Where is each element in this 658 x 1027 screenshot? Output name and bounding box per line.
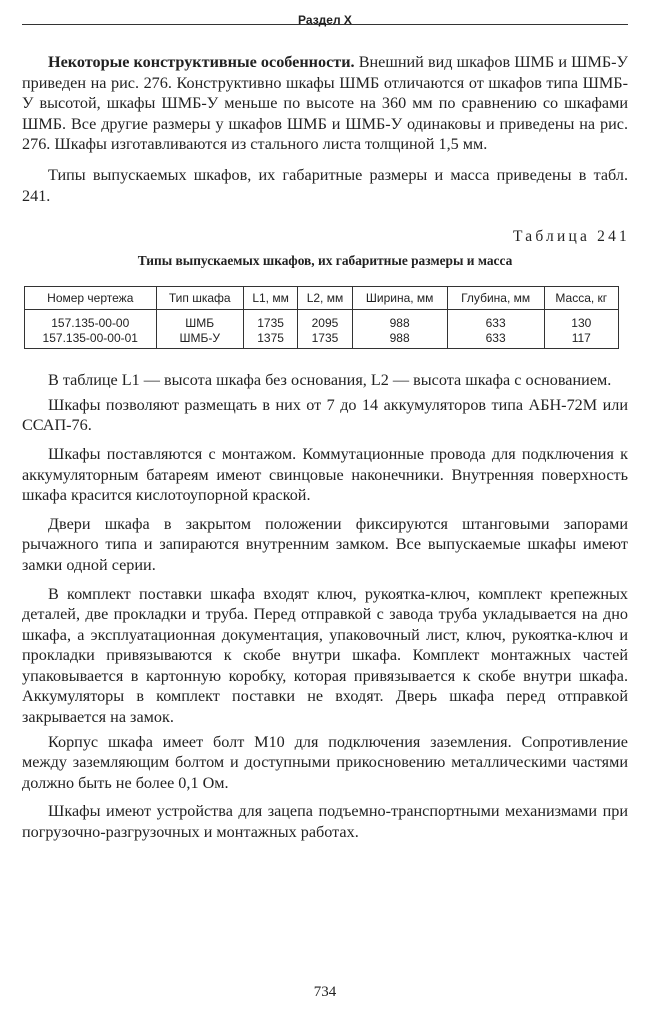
paragraph-body: Внешний вид шкафов ШМБ и ШМБ-У приведен на рис. 276. Конструктивно шкафы ШМБ отличаются от шкафов типа ШМБ-У высотой, шкафы ШМБ-У меньше по высоте на 360 мм по сравнению со шкафами ШМБ. Все другие размеры у шкафов ШМБ и ШМБ-У одинаковы и приведены на рис. 276. Шкафы изготавливаются из стального листа толщиной 1,5 мм. [22,53,628,154]
table-cell: 117 [544,331,618,349]
paragraph-delivery-set: В комплект поставки шкафа входят ключ, рукоятка-ключ, комплект крепежных деталей, две прокладки и труба. Перед отправкой с завода труба укладывается на дно шкафа, а эксплуатационная документация, упаковочный лист, ключ, рукоятка-ключ и прокладки привязываются к скобе внутри шкафа. Комплект монтажных частей упаковывается в картонную коробку, которая привязывается к скобе внутри шкафа. Аккумуляторы в комплект поставки не входят. Дверь шкафа перед отправкой закрывается на замок. [22,584,628,727]
paragraph-wiring: Шкафы поставляются с монтажом. Коммутационные провода для подключения к аккумуляторным батареям имеют свинцовые наконечники. Внутренняя поверхность шкафа красится кислотоупорной краской. [22,444,628,505]
table-cell: 130 [544,310,618,331]
paragraph-lifting: Шкафы имеют устройства для зацепа подъемно-транспортными механизмами при погрузочно-разгрузочных и монтажных работах. [22,802,628,842]
table-cell: 633 [447,331,544,349]
table-caption: Таблица 241 [513,228,630,246]
column-header: Тип шкафа [156,287,243,310]
table-row [25,331,619,349]
table-cell: 1375 [243,331,297,349]
column-header: L2, мм [298,287,352,310]
cabinet-types-table [24,286,619,349]
table-cell: 1735 [298,331,352,349]
table-cell: 157.135-00-00 [25,310,157,331]
column-header: Ширина, мм [352,287,447,310]
page-number: 734 [313,984,337,1000]
column-header: Масса, кг [544,287,618,310]
table-title: Типы выпускаемых шкафов, их габаритные размеры и масса [137,253,513,269]
table-cell: 2095 [298,310,352,331]
paragraph-battery-capacity: Шкафы позволяют размещать в них от 7 до 14 аккумуляторов типа АБН-72М или ССАП-76. [22,395,628,435]
column-header: L1, мм [243,287,297,310]
column-header: Глубина, мм [447,287,544,310]
page [22,0,630,1000]
table-cell: ШМБ-У [156,331,243,349]
paragraph-design-features [22,52,628,155]
table-cell: ШМБ [156,310,243,331]
column-header: Номер чертежа [25,287,157,310]
table-header-row [25,287,619,310]
running-header: Раздел X [298,13,352,27]
paragraph-grounding: Корпус шкафа имеет болт М10 для подключения заземления. Сопротивление между заземляющим болтом и доступными прикосновению металлическими частями должно быть не более 0,1 Ом. [22,732,628,792]
paragraph-table-reference: Типы выпускаемых шкафов, их габаритные размеры и масса приведены в табл. 241. [22,165,628,205]
table-cell: 988 [352,310,447,331]
paragraph-doors: Двери шкафа в закрытом положении фиксируются штанговыми запорами рычажного типа и запираются внутренним замком. Все выпускаемые шкафы имеют замки одной серии. [22,514,628,574]
table-cell: 633 [447,310,544,331]
table-cell: 1735 [243,310,297,331]
table-cell: 988 [352,331,447,349]
table-cell: 157.135-00-00-01 [25,331,157,349]
paragraph-l1-l2-definition: В таблице L1 — высота шкафа без основания, L2 — высота шкафа с основанием. [48,371,612,390]
paragraph-lead-in: Некоторые конструктивные особенности. [48,53,355,71]
table-row [25,310,619,331]
